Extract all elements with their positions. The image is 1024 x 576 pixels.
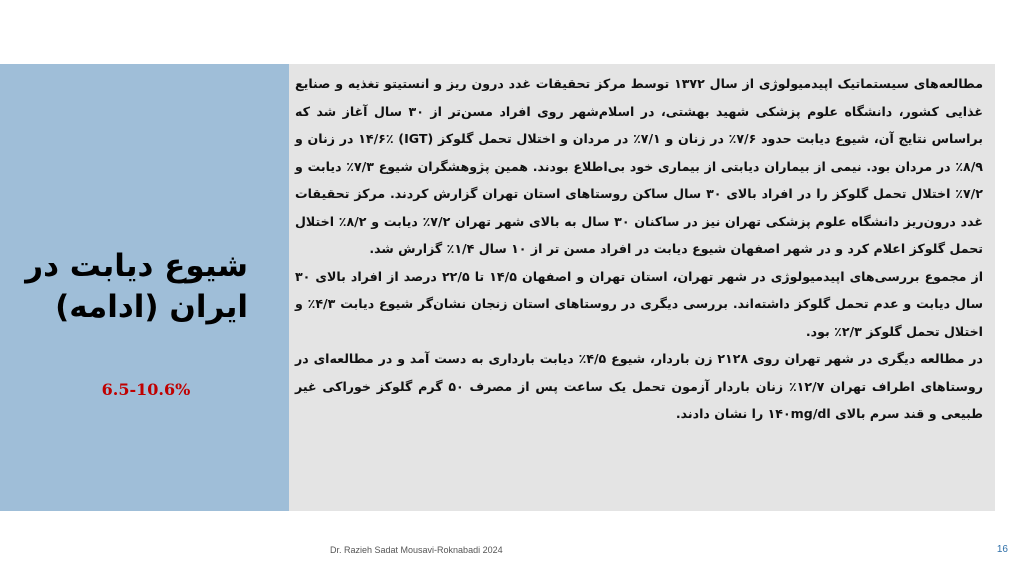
prevalence-range: 6.5-10.6%: [101, 380, 191, 399]
paragraph-3: در مطالعه دیگری در شهر تهران روی ۲۱۲۸ زن باردار، شیوع ۴/۵٪ دیابت بارداری به دست آمد و در مطالعه‌ای در روستاهای اطراف تهران ۱۲/۷٪ زنان باردار آزمون تحمل یک ساعت پس از مصرف ۵۰ گرم گلوکز خوراکی غیر طبیعی و قند سرم بالای ۱۴۰mg/dl را نشان دادند.: [295, 351, 984, 421]
paragraph-1: مطالعه‌های سیستماتیک اپیدمیولوژی از سال ۱۳۷۲ توسط مرکز تحقیقات غدد درون ریز و انستیتو تغذیه و صنایع غذایی کشور، دانشگاه علوم پزشکی شهید بهشتی، در اسلام‌شهر روی افراد مسن‌تر از ۳۰ سال آغاز شد که براساس نتایج آن، شیوع دیابت حدود ۷/۶٪ در زنان و ۷/۱٪ در مردان و اختلال تحمل گلوکز (IGT) ۱۴/۶٪ در زنان و ۸/۹٪ در مردان بود. نیمی از بیماران دیابتی از بیماری خود بی‌اطلاع بودند. همین پژوهشگران شیوع ۷/۳٪ دیابت و ۷/۲٪ اختلال تحمل گلوکز را در افراد بالای ۳۰ سال ساکن روستاهای استان تهران گزارش کردند. مرکز تحقیقات غدد درون‌ریز دانشگاه علوم پزشکی تهران نیز در ساکنان ۳۰ سال به بالای شهر تهران ۷/۲٪ دیابت و ۸/۲٪ اختلال تحمل گلوکز اعلام کرد و در شهر اصفهان شیوع دیابت در افراد مسن تر از ۱۰ سال ۱/۴٪ گزارش شد.: [295, 76, 983, 256]
paragraph-2: از مجموع بررسی‌های اپیدمیولوژی در شهر تهران، استان تهران و اصفهان ۱۴/۵ تا ۲۲/۵ درصد از افراد بالای ۳۰ سال دیابت و عدم تحمل گلوکز داشته‌اند. بررسی دیگری در روستاهای استان زنجان نشان‌گر شیوع دیابت ۴/۳٪ و اختلال تحمل گلوکز ۲/۳٪ بود.: [295, 268, 984, 339]
body-text: [295, 70, 983, 428]
page-number: 16: [996, 544, 1008, 555]
slide-title: شیوع دیابت در ایران (ادامه): [25, 248, 248, 325]
text-image-panel: [289, 64, 995, 511]
footer-author: Dr. Razieh Sadat Mousavi-Roknabadi 2024: [330, 545, 503, 555]
